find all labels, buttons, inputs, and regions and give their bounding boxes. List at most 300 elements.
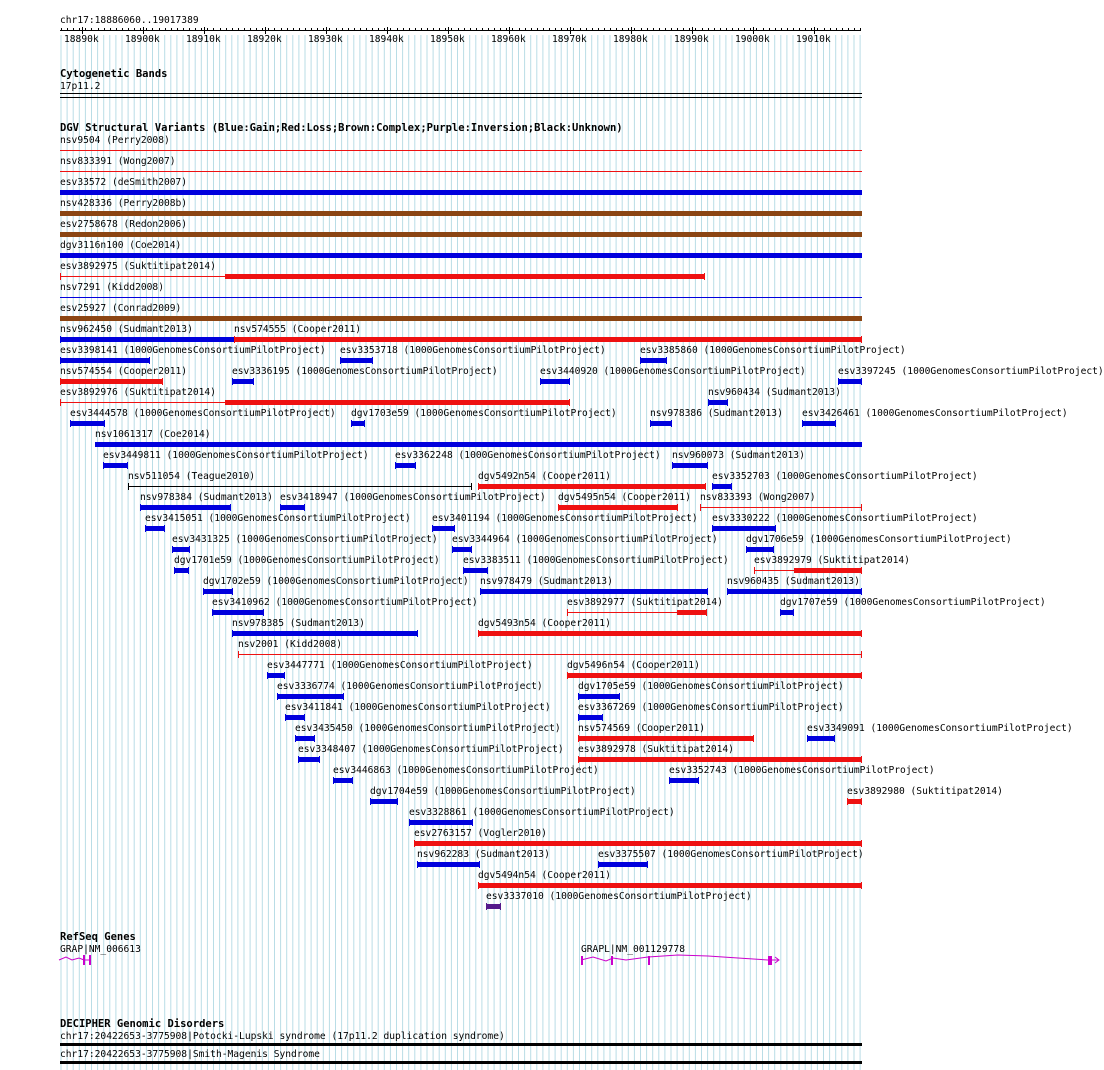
ruler-minor-tick xyxy=(732,28,733,31)
dgv-feature-bar[interactable] xyxy=(203,589,233,594)
dgv-feature-label[interactable]: esv3449811 (1000GenomesConsortiumPilotProject) xyxy=(103,450,369,461)
dgv-feature-end-tick xyxy=(578,756,579,763)
ruler-minor-tick xyxy=(195,28,196,31)
dgv-feature-label[interactable]: dgv1702e59 (1000GenomesConsortiumPilotProject) xyxy=(203,576,469,587)
dgv-feature-end-tick xyxy=(234,336,235,343)
ruler-minor-tick xyxy=(464,28,465,31)
dgv-feature-label[interactable]: dgv1701e59 (1000GenomesConsortiumPilotProject) xyxy=(174,555,440,566)
dgv-feature-bar[interactable] xyxy=(60,253,862,258)
dgv-feature-end-tick xyxy=(861,840,862,847)
dgv-feature-label[interactable]: nsv428336 (Perry2008b) xyxy=(60,198,188,209)
dgv-feature-end-tick xyxy=(60,357,61,364)
dgv-feature-label[interactable]: esv3367269 (1000GenomesConsortiumPilotProject) xyxy=(578,702,844,713)
ruler-minor-tick xyxy=(171,28,172,31)
dgv-feature-bar[interactable] xyxy=(677,610,707,615)
ruler-minor-tick xyxy=(91,28,92,31)
dgv-feature-end-tick xyxy=(188,567,189,574)
dgv-feature-label[interactable]: nsv7291 (Kidd2008) xyxy=(60,282,164,293)
ruler-minor-tick xyxy=(134,28,135,31)
dgv-feature-label[interactable]: nsv2001 (Kidd2008) xyxy=(238,639,342,650)
dgv-feature-bar[interactable] xyxy=(140,505,231,510)
dgv-feature-bar[interactable] xyxy=(598,862,648,867)
dgv-feature-bar[interactable] xyxy=(60,379,163,384)
dgv-feature-bar[interactable] xyxy=(672,463,708,468)
dgv-feature-end-tick xyxy=(712,525,713,532)
dgv-feature-bar[interactable] xyxy=(540,379,570,384)
dgv-feature-end-tick xyxy=(164,525,165,532)
dgv-feature-label[interactable]: dgv3116n100 (Coe2014) xyxy=(60,240,182,251)
dgv-feature-bar[interactable] xyxy=(333,778,353,783)
dgv-feature-label[interactable]: nsv574555 (Cooper2011) xyxy=(234,324,362,335)
decipher-item-smith-magenis[interactable]: chr17:20422653-3775908|Smith-Magenis Syndrome xyxy=(60,1049,320,1060)
dgv-feature-bar[interactable] xyxy=(409,820,473,825)
gene-label-grapl[interactable]: GRAPL|NM_001129778 xyxy=(581,944,685,955)
dgv-feature-end-tick xyxy=(284,672,285,679)
ruler-minor-tick xyxy=(98,28,99,31)
dgv-feature-label[interactable]: dgv1707e59 (1000GenomesConsortiumPilotProject) xyxy=(780,597,1046,608)
dgv-feature-bar[interactable] xyxy=(578,694,620,699)
dgv-feature-end-tick xyxy=(754,567,755,574)
ruler-tick-label: 18930k xyxy=(308,34,343,45)
ruler-minor-tick xyxy=(763,28,764,31)
cytoband-line-top xyxy=(60,93,862,94)
dgv-feature-bar[interactable] xyxy=(60,190,862,195)
ruler-minor-tick xyxy=(634,28,635,31)
dgv-feature-end-tick xyxy=(602,714,603,721)
dgv-feature-bar[interactable] xyxy=(432,526,455,531)
ruler-minor-tick xyxy=(85,28,86,31)
dgv-feature-label[interactable]: esv3435450 (1000GenomesConsortiumPilotProject) xyxy=(295,723,561,734)
ruler-minor-tick xyxy=(232,28,233,31)
dgv-feature-label[interactable]: esv3411841 (1000GenomesConsortiumPilotProject) xyxy=(285,702,551,713)
ruler-minor-tick xyxy=(695,28,696,31)
dgv-feature-label[interactable]: dgv1706e59 (1000GenomesConsortiumPilotProject) xyxy=(746,534,1012,545)
ruler-minor-tick xyxy=(860,28,861,31)
ruler-minor-tick xyxy=(177,28,178,31)
dgv-feature-label[interactable]: nsv962450 (Sudmant2013) xyxy=(60,324,193,335)
ruler-minor-tick xyxy=(451,28,452,31)
dgv-feature-end-tick xyxy=(706,609,707,616)
dgv-feature-label[interactable]: esv3352743 (1000GenomesConsortiumPilotProject) xyxy=(669,765,935,776)
ruler-minor-tick xyxy=(79,28,80,31)
dgv-feature-end-tick xyxy=(861,567,862,574)
dgv-feature-label[interactable]: esv3444578 (1000GenomesConsortiumPilotProject) xyxy=(70,408,336,419)
dgv-feature-bar[interactable] xyxy=(234,337,862,342)
ruler-minor-tick xyxy=(146,28,147,31)
dgv-feature-label[interactable]: dgv1703e59 (1000GenomesConsortiumPilotProject) xyxy=(351,408,617,419)
dgv-feature-bar[interactable] xyxy=(486,904,501,909)
gene-label-grap[interactable]: GRAP|NM_006613 xyxy=(60,944,141,955)
decipher-track-title[interactable]: DECIPHER Genomic Disorders xyxy=(60,1018,225,1030)
dgv-feature-end-tick xyxy=(598,861,599,868)
dgv-feature-end-tick xyxy=(567,609,568,616)
dgv-feature-bar[interactable] xyxy=(727,589,862,594)
dgv-feature-bar[interactable] xyxy=(285,715,305,720)
ruler-minor-tick xyxy=(500,28,501,31)
dgv-feature-end-tick xyxy=(861,882,862,889)
ruler-minor-tick xyxy=(525,28,526,31)
dgv-feature-bar[interactable] xyxy=(712,526,776,531)
dgv-feature-bar[interactable] xyxy=(225,400,570,405)
dgv-feature-bar[interactable] xyxy=(267,673,285,678)
dgv-feature-bar[interactable] xyxy=(567,673,862,678)
dgv-feature-label[interactable]: nsv1061317 (Coe2014) xyxy=(95,429,211,440)
dgv-feature-bar[interactable] xyxy=(128,486,472,487)
ruler-minor-tick xyxy=(604,28,605,31)
ruler-minor-tick xyxy=(811,28,812,31)
dgv-feature-end-tick xyxy=(189,546,190,553)
dgv-feature-end-tick xyxy=(397,798,398,805)
ruler-tick xyxy=(570,27,571,34)
dgv-feature-label[interactable]: nsv833391 (Wong2007) xyxy=(60,156,176,167)
cytoband-line-bottom xyxy=(60,97,862,98)
dgv-feature-end-tick xyxy=(666,357,667,364)
dgv-feature-end-tick xyxy=(861,756,862,763)
ruler-minor-tick xyxy=(775,28,776,31)
dgv-feature-label[interactable]: esv33572 (deSmith2007) xyxy=(60,177,188,188)
dgv-feature-label[interactable]: dgv1704e59 (1000GenomesConsortiumPilotProject) xyxy=(370,786,636,797)
ruler-minor-tick xyxy=(67,28,68,31)
dgv-feature-end-tick xyxy=(232,588,233,595)
dgv-feature-label[interactable]: esv3892980 (Suktitipat2014) xyxy=(847,786,1003,797)
dgv-feature-end-tick xyxy=(372,357,373,364)
dgv-feature-label[interactable]: esv3431325 (1000GenomesConsortiumPilotProject) xyxy=(172,534,438,545)
dgv-feature-bar[interactable] xyxy=(478,883,862,888)
dgv-feature-label[interactable]: esv3446863 (1000GenomesConsortiumPilotProject) xyxy=(333,765,599,776)
dgv-feature-bar[interactable] xyxy=(60,150,862,151)
ruler-minor-tick xyxy=(476,28,477,31)
dgv-feature-label[interactable]: esv3337010 (1000GenomesConsortiumPilotProject) xyxy=(486,891,752,902)
ruler-minor-tick xyxy=(482,28,483,31)
ruler-minor-tick xyxy=(549,28,550,31)
dgv-feature-bar[interactable] xyxy=(103,463,128,468)
dgv-feature-bar[interactable] xyxy=(802,421,836,426)
dgv-feature-end-tick xyxy=(212,609,213,616)
ruler-minor-tick xyxy=(726,28,727,31)
ruler-minor-tick xyxy=(561,28,562,31)
dgv-feature-label[interactable]: esv3892979 (Suktitipat2014) xyxy=(754,555,910,566)
ruler-minor-tick xyxy=(433,28,434,31)
dgv-feature-label[interactable]: dgv5493n54 (Cooper2011) xyxy=(478,618,611,629)
dgv-feature-bar[interactable] xyxy=(295,736,315,741)
dgv-feature-label[interactable]: nsv960435 (Sudmant2013) xyxy=(727,576,860,587)
dgv-feature-bar[interactable] xyxy=(700,507,862,508)
dgv-feature-bar[interactable] xyxy=(60,171,862,172)
dgv-feature-bar[interactable] xyxy=(578,736,754,741)
dgv-feature-end-tick xyxy=(238,651,239,658)
dgv-feature-label[interactable]: esv3336774 (1000GenomesConsortiumPilotProject) xyxy=(277,681,543,692)
gene-model-grap[interactable] xyxy=(56,952,96,968)
ruler-minor-tick xyxy=(805,28,806,31)
dgv-feature-bar[interactable] xyxy=(172,547,190,552)
dgv-feature-end-tick xyxy=(333,777,334,784)
dgv-feature-label[interactable]: esv3440920 (1000GenomesConsortiumPilotProject) xyxy=(540,366,806,377)
dgv-feature-end-tick xyxy=(319,756,320,763)
dgv-feature-end-tick xyxy=(672,462,673,469)
ruler-tick xyxy=(509,27,510,34)
dgv-feature-bar[interactable] xyxy=(298,757,320,762)
dgv-feature-bar[interactable] xyxy=(452,547,472,552)
dgv-feature-end-tick xyxy=(861,651,862,658)
dgv-feature-end-tick xyxy=(414,840,415,847)
dgv-feature-end-tick xyxy=(647,861,648,868)
dgv-feature-bar[interactable] xyxy=(60,358,150,363)
ruler-tick xyxy=(692,27,693,34)
dgv-feature-bar[interactable] xyxy=(480,589,708,594)
ruler-minor-tick xyxy=(403,28,404,31)
ruler-minor-tick xyxy=(305,28,306,31)
dgv-feature-bar[interactable] xyxy=(414,841,862,846)
dgv-feature-label[interactable]: nsv978479 (Sudmant2013) xyxy=(480,576,613,587)
ruler-minor-tick xyxy=(628,28,629,31)
ruler-tick-label: 18970k xyxy=(552,34,587,45)
dgv-feature-bar[interactable] xyxy=(145,526,165,531)
ruler-minor-tick xyxy=(342,28,343,31)
dgv-feature-end-tick xyxy=(343,693,344,700)
dgv-feature-label[interactable]: esv3330222 (1000GenomesConsortiumPilotProject) xyxy=(712,513,978,524)
dgv-feature-label[interactable]: nsv574569 (Cooper2011) xyxy=(578,723,706,734)
ruler-tick-label: 18980k xyxy=(613,34,648,45)
dgv-feature-label[interactable]: esv3397245 (1000GenomesConsortiumPilotProject) xyxy=(838,366,1104,377)
decipher-bar-potocki-lupski[interactable] xyxy=(60,1043,862,1046)
dgv-feature-label[interactable]: nsv978386 (Sudmant2013) xyxy=(650,408,783,419)
dgv-feature-label[interactable]: esv3426461 (1000GenomesConsortiumPilotProject) xyxy=(802,408,1068,419)
ruler-minor-tick xyxy=(262,28,263,31)
ruler-minor-tick xyxy=(488,28,489,31)
dgv-feature-end-tick xyxy=(230,504,231,511)
dgv-feature-label[interactable]: esv3415051 (1000GenomesConsortiumPilotProject) xyxy=(145,513,411,524)
dgv-feature-bar[interactable] xyxy=(232,379,254,384)
dgv-feature-bar[interactable] xyxy=(478,631,862,636)
dgv-feature-end-tick xyxy=(705,483,706,490)
dgv-feature-label[interactable]: dgv5495n54 (Cooper2011) xyxy=(558,492,691,503)
dgv-feature-bar[interactable] xyxy=(60,211,862,216)
dgv-feature-bar[interactable] xyxy=(417,862,480,867)
ruler-minor-tick xyxy=(494,28,495,31)
cytoband-label: 17p11.2 xyxy=(60,81,101,92)
dgv-feature-label[interactable]: esv3362248 (1000GenomesConsortiumPilotProject) xyxy=(395,450,661,461)
dgv-feature-label[interactable]: esv3344964 (1000GenomesConsortiumPilotProject) xyxy=(452,534,718,545)
dgv-feature-end-tick xyxy=(140,504,141,511)
ruler-minor-tick xyxy=(586,28,587,31)
dgv-feature-bar[interactable] xyxy=(395,463,416,468)
dgv-feature-bar[interactable] xyxy=(70,421,105,426)
dgv-feature-bar[interactable] xyxy=(212,610,264,615)
ruler-minor-tick xyxy=(531,28,532,31)
dgv-feature-label[interactable]: esv3349091 (1000GenomesConsortiumPilotProject) xyxy=(807,723,1073,734)
dgv-feature-bar[interactable] xyxy=(280,505,305,510)
dgv-feature-label[interactable]: esv25927 (Conrad2009) xyxy=(60,303,182,314)
dgv-feature-bar[interactable] xyxy=(478,484,706,489)
ruler-minor-tick xyxy=(519,28,520,31)
dgv-feature-bar[interactable] xyxy=(225,274,705,279)
dgv-feature-bar[interactable] xyxy=(60,297,862,298)
gene-model-grapl[interactable] xyxy=(578,952,788,968)
ruler-tick-label: 18890k xyxy=(64,34,99,45)
ruler-minor-tick xyxy=(720,28,721,31)
dgv-feature-label[interactable]: dgv1705e59 (1000GenomesConsortiumPilotProject) xyxy=(578,681,844,692)
dgv-feature-bar[interactable] xyxy=(277,694,344,699)
dgv-feature-label[interactable]: esv3348407 (1000GenomesConsortiumPilotProject) xyxy=(298,744,564,755)
dgv-feature-bar[interactable] xyxy=(558,505,678,510)
dgv-feature-label[interactable]: nsv9504 (Perry2008) xyxy=(60,135,170,146)
dgv-feature-label[interactable]: esv3892978 (Suktitipat2014) xyxy=(578,744,734,755)
ruler-tick xyxy=(326,27,327,34)
ruler-minor-tick xyxy=(659,28,660,31)
dgv-feature-label[interactable]: nsv574554 (Cooper2011) xyxy=(60,366,188,377)
cytoband-track-title[interactable]: Cytogenetic Bands xyxy=(60,68,168,80)
ruler-minor-tick xyxy=(140,28,141,31)
dgv-feature-label[interactable]: nsv978385 (Sudmant2013) xyxy=(232,618,365,629)
ruler-minor-tick xyxy=(165,28,166,31)
dgv-feature-end-tick xyxy=(415,462,416,469)
dgv-feature-label[interactable]: esv3447771 (1000GenomesConsortiumPilotProject) xyxy=(267,660,533,671)
ruler-tick xyxy=(814,27,815,34)
ruler-minor-tick xyxy=(683,28,684,31)
dgv-feature-label[interactable]: nsv511054 (Teague2010) xyxy=(128,471,256,482)
dgv-feature-end-tick xyxy=(304,714,305,721)
dgv-feature-bar[interactable] xyxy=(340,358,373,363)
ruler-minor-tick xyxy=(104,28,105,31)
dgv-feature-label[interactable]: esv3892976 (Suktitipat2014) xyxy=(60,387,216,398)
ruler-minor-tick xyxy=(830,28,831,31)
dgv-feature-bar[interactable] xyxy=(232,631,418,636)
dgv-feature-bar[interactable] xyxy=(351,421,365,426)
refseq-track-title[interactable]: RefSeq Genes xyxy=(60,931,136,943)
ruler-minor-tick xyxy=(329,28,330,31)
dgv-feature-bar[interactable] xyxy=(794,568,862,573)
dgv-feature-label[interactable]: dgv5494n54 (Cooper2011) xyxy=(478,870,611,881)
dgv-feature-end-tick xyxy=(480,588,481,595)
dgv-feature-end-tick xyxy=(569,378,570,385)
dgv-feature-label[interactable]: esv3336195 (1000GenomesConsortiumPilotProject) xyxy=(232,366,498,377)
ruler-minor-tick xyxy=(512,28,513,31)
dgv-feature-bar[interactable] xyxy=(847,799,862,804)
dgv-feature-end-tick xyxy=(471,483,472,490)
dgv-feature-label[interactable]: esv2758678 (Redon2006) xyxy=(60,219,188,230)
dgv-feature-end-tick xyxy=(478,630,479,637)
dgv-feature-bar[interactable] xyxy=(60,337,235,342)
dgv-feature-end-tick xyxy=(838,378,839,385)
ruler-minor-tick xyxy=(647,28,648,31)
decipher-bar-smith-magenis[interactable] xyxy=(60,1061,862,1064)
dgv-feature-end-tick xyxy=(569,399,570,406)
dgv-feature-label[interactable]: esv3353718 (1000GenomesConsortiumPilotProject) xyxy=(340,345,606,356)
ruler-minor-tick xyxy=(573,28,574,31)
dgv-feature-bar[interactable] xyxy=(669,778,699,783)
dgv-feature-label[interactable]: esv3401194 (1000GenomesConsortiumPilotProject) xyxy=(432,513,698,524)
dgv-feature-bar[interactable] xyxy=(238,654,862,655)
dgv-feature-label[interactable]: dgv5496n54 (Cooper2011) xyxy=(567,660,700,671)
dgv-feature-label[interactable]: esv3328861 (1000GenomesConsortiumPilotProject) xyxy=(409,807,675,818)
dgv-feature-end-tick xyxy=(707,462,708,469)
ruler-minor-tick xyxy=(378,28,379,31)
dgv-feature-end-tick xyxy=(285,714,286,721)
ruler-minor-tick xyxy=(848,28,849,31)
ruler-minor-tick xyxy=(458,28,459,31)
dgv-feature-end-tick xyxy=(650,420,651,427)
ruler-minor-tick xyxy=(366,28,367,31)
dgv-feature-bar[interactable] xyxy=(746,547,774,552)
dgv-feature-bar[interactable] xyxy=(463,568,488,573)
ruler-tick xyxy=(82,27,83,34)
dgv-feature-bar[interactable] xyxy=(370,799,398,804)
ruler-minor-tick xyxy=(817,28,818,31)
dgv-feature-bar[interactable] xyxy=(578,715,603,720)
dgv-feature-bar[interactable] xyxy=(60,316,862,321)
dgv-feature-label[interactable]: dgv5492n54 (Cooper2011) xyxy=(478,471,611,482)
dgv-feature-label[interactable]: esv3375507 (1000GenomesConsortiumPilotProject) xyxy=(598,849,864,860)
ruler-minor-tick xyxy=(152,28,153,31)
decipher-item-potocki-lupski[interactable]: chr17:20422653-3775908|Potocki-Lupski syndrome (17p11.2 duplication syndrome) xyxy=(60,1031,505,1042)
ruler-minor-tick xyxy=(226,28,227,31)
ruler-minor-tick xyxy=(756,28,757,31)
dgv-feature-bar[interactable] xyxy=(650,421,672,426)
dgv-feature-bar[interactable] xyxy=(708,400,728,405)
dgv-feature-bar[interactable] xyxy=(60,232,862,237)
dgv-feature-label[interactable]: esv3398141 (1000GenomesConsortiumPilotProject) xyxy=(60,345,326,356)
dgv-feature-end-tick xyxy=(671,420,672,427)
ruler-minor-tick xyxy=(622,28,623,31)
dgv-feature-label[interactable]: esv3383511 (1000GenomesConsortiumPilotProject) xyxy=(463,555,729,566)
dgv-feature-label[interactable]: esv3385860 (1000GenomesConsortiumPilotProject) xyxy=(640,345,906,356)
dgv-feature-label[interactable]: esv2763157 (Vogler2010) xyxy=(414,828,547,839)
ruler-minor-tick xyxy=(787,28,788,31)
dgv-track-title[interactable]: DGV Structural Variants (Blue:Gain;Red:Loss;Brown:Complex;Purple:Inversion;Black:Unknown) xyxy=(60,122,623,134)
dgv-feature-end-tick xyxy=(708,399,709,406)
dgv-feature-label[interactable]: esv3418947 (1000GenomesConsortiumPilotProject) xyxy=(280,492,546,503)
dgv-feature-end-tick xyxy=(677,504,678,511)
dgv-feature-bar[interactable] xyxy=(712,484,732,489)
dgv-feature-end-tick xyxy=(128,483,129,490)
dgv-feature-bar[interactable] xyxy=(640,358,667,363)
dgv-feature-end-tick xyxy=(807,735,808,742)
dgv-feature-bar[interactable] xyxy=(780,610,794,615)
dgv-feature-end-tick xyxy=(351,420,352,427)
ruler-minor-tick xyxy=(384,28,385,31)
ruler-minor-tick xyxy=(738,28,739,31)
ruler-minor-tick xyxy=(323,28,324,31)
dgv-feature-label[interactable]: nsv978384 (Sudmant2013) xyxy=(140,492,273,503)
dgv-feature-end-tick xyxy=(149,357,150,364)
ruler-minor-tick xyxy=(409,28,410,31)
dgv-feature-label[interactable]: esv3892975 (Suktitipat2014) xyxy=(60,261,216,272)
dgv-feature-end-tick xyxy=(263,609,264,616)
dgv-feature-bar[interactable] xyxy=(807,736,835,741)
dgv-feature-label[interactable]: esv3410962 (1000GenomesConsortiumPilotProject) xyxy=(212,597,478,608)
dgv-feature-label[interactable]: nsv960434 (Sudmant2013) xyxy=(708,387,841,398)
dgv-feature-label[interactable]: nsv962283 (Sudmant2013) xyxy=(417,849,550,860)
dgv-feature-end-tick xyxy=(277,693,278,700)
ruler-minor-tick xyxy=(73,28,74,31)
dgv-feature-end-tick xyxy=(60,273,61,280)
dgv-feature-end-tick xyxy=(746,546,747,553)
dgv-feature-label[interactable]: esv3352703 (1000GenomesConsortiumPilotProject) xyxy=(712,471,978,482)
ruler-minor-tick xyxy=(201,28,202,31)
dgv-feature-bar[interactable] xyxy=(838,379,862,384)
dgv-feature-label[interactable]: nsv833393 (Wong2007) xyxy=(700,492,816,503)
dgv-feature-end-tick xyxy=(352,777,353,784)
ruler-tick-label: 19010k xyxy=(796,34,831,45)
ruler-tick xyxy=(204,27,205,34)
dgv-feature-label[interactable]: nsv960073 (Sudmant2013) xyxy=(672,450,805,461)
dgv-feature-bar[interactable] xyxy=(174,568,189,573)
dgv-feature-bar[interactable] xyxy=(578,757,862,762)
ruler-minor-tick xyxy=(555,28,556,31)
dgv-feature-label[interactable]: esv3892977 (Suktitipat2014) xyxy=(567,597,723,608)
dgv-feature-bar[interactable] xyxy=(95,442,862,447)
ruler-minor-tick xyxy=(842,28,843,31)
